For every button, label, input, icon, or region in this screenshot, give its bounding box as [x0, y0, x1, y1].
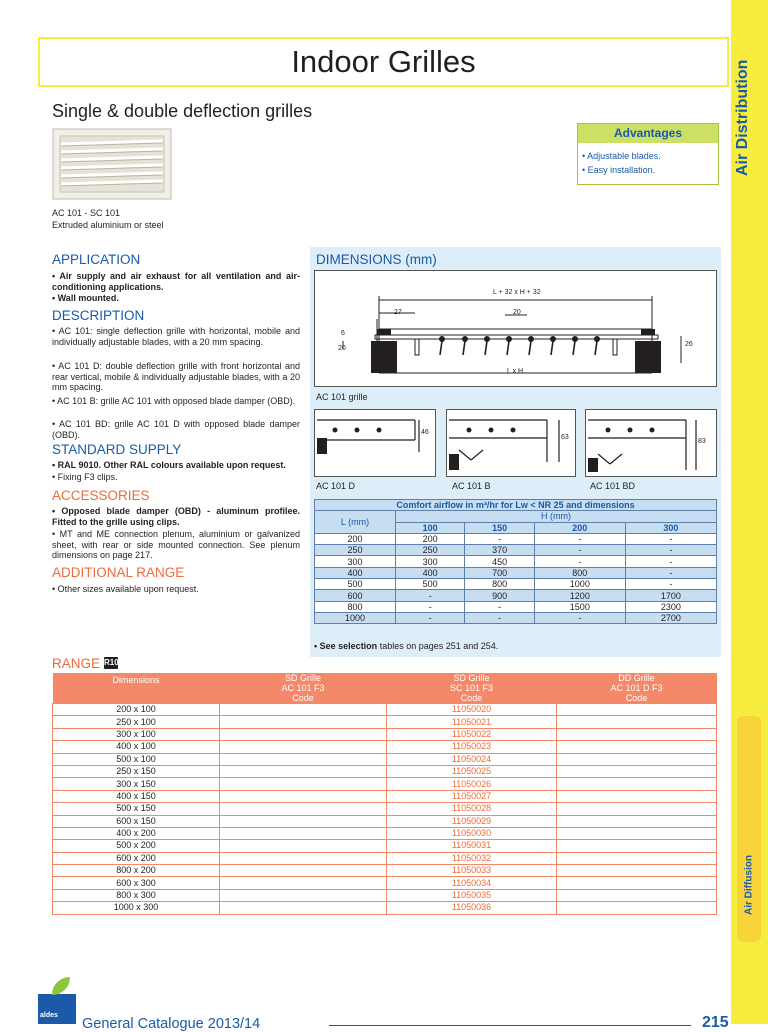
range-code-cell	[557, 877, 717, 889]
airflow-cell: 800	[465, 579, 534, 590]
range-code-cell	[557, 852, 717, 864]
airflow-row	[315, 556, 717, 567]
airflow-h-value: 100	[396, 522, 465, 533]
leaf-icon	[48, 975, 72, 995]
range-dimension-cell: 1000 x 300	[53, 902, 220, 914]
dim-lxh: L x H	[507, 368, 524, 375]
range-code-cell	[557, 815, 717, 827]
range-code-cell	[220, 765, 387, 777]
ac101b-caption: AC 101 B	[452, 481, 491, 491]
airflow-cell: 800	[315, 601, 396, 612]
airflow-cell: 2700	[625, 612, 716, 623]
airflow-table	[314, 499, 717, 624]
advantages-heading: Advantages	[578, 124, 718, 143]
airflow-cell: -	[465, 533, 534, 544]
airflow-row	[315, 601, 717, 612]
additional-range-item: • Other sizes available upon request.	[52, 584, 199, 594]
range-row	[53, 778, 717, 790]
range-dimension-cell: 500 x 100	[53, 753, 220, 765]
range-code-cell	[220, 852, 387, 864]
airflow-cell: 1500	[534, 601, 625, 612]
range-dimension-cell: 400 x 100	[53, 741, 220, 753]
airflow-cell: 300	[396, 556, 465, 567]
range-code-cell: 11050032	[387, 852, 557, 864]
airflow-cell: -	[465, 601, 534, 612]
range-table	[52, 673, 717, 915]
dimensions-heading: DIMENSIONS (mm)	[316, 252, 437, 267]
airflow-row	[315, 567, 717, 578]
ac101b-drawing	[446, 409, 576, 477]
range-header-line: DD Grille	[618, 673, 655, 683]
airflow-cell: 400	[396, 567, 465, 578]
airflow-cell: 2300	[625, 601, 716, 612]
photo-caption-model: AC 101 - SC 101	[52, 208, 121, 218]
range-code-cell	[220, 865, 387, 877]
see-selection-label: • See selection	[314, 641, 378, 651]
range-dimension-cell: 500 x 200	[53, 840, 220, 852]
dim-26: 26	[685, 341, 693, 348]
standard-supply-item: • Fixing F3 clips.	[52, 472, 118, 482]
range-header-line: SD Grille	[453, 673, 490, 683]
range-header-line: SD Grille	[284, 673, 321, 683]
ac101d-drawing	[314, 409, 436, 477]
advantage-item: • Easy installation.	[582, 165, 656, 175]
range-row	[53, 889, 717, 901]
description-heading: DESCRIPTION	[52, 308, 145, 323]
range-header	[557, 673, 717, 704]
range-badge: R10	[104, 658, 119, 667]
range-row	[53, 716, 717, 728]
range-row	[53, 728, 717, 740]
airflow-h-header: H (mm)	[396, 511, 717, 522]
airflow-cell: 500	[315, 579, 396, 590]
range-code-cell	[220, 827, 387, 839]
range-code-cell	[220, 803, 387, 815]
airflow-cell: -	[396, 612, 465, 623]
standard-supply-heading: STANDARD SUPPLY	[52, 442, 182, 457]
range-row	[53, 790, 717, 802]
range-code-cell: 11050022	[387, 728, 557, 740]
airflow-cell: -	[625, 556, 716, 567]
airflow-cell: -	[534, 612, 625, 623]
range-code-cell: 11050035	[387, 889, 557, 901]
range-code-cell	[557, 753, 717, 765]
range-code-cell	[557, 728, 717, 740]
page-title: Indoor Grilles	[291, 44, 476, 79]
ac101-drawing	[314, 270, 717, 387]
range-code-cell: 11050027	[387, 790, 557, 802]
airflow-row	[315, 590, 717, 601]
airflow-cell: -	[625, 533, 716, 544]
range-dimension-cell: 400 x 150	[53, 790, 220, 802]
airflow-cell: 800	[534, 567, 625, 578]
airflow-row	[315, 533, 717, 544]
airflow-cell: -	[625, 545, 716, 556]
range-code-cell	[220, 741, 387, 753]
range-code-cell: 11050021	[387, 716, 557, 728]
range-code-cell: 11050024	[387, 753, 557, 765]
dim-overall: L + 32 x H + 32	[493, 289, 541, 296]
see-selection-note	[314, 641, 498, 651]
airflow-cell: 370	[465, 545, 534, 556]
range-code-cell	[557, 889, 717, 901]
airflow-cell: 200	[396, 533, 465, 544]
range-row	[53, 902, 717, 914]
range-code-cell	[220, 877, 387, 889]
range-code-cell: 11050020	[387, 704, 557, 716]
airflow-cell: 1000	[534, 579, 625, 590]
airflow-cell: 700	[465, 567, 534, 578]
airflow-cell: -	[465, 612, 534, 623]
range-dimension-cell: 250 x 100	[53, 716, 220, 728]
dim-27: 27	[394, 309, 402, 316]
range-header-line: Dimensions	[112, 675, 160, 685]
range-header-line: Code	[460, 693, 483, 703]
range-row	[53, 852, 717, 864]
description-item: • AC 101: single deflection grille with horizontal, mobile and individually adjustable blades, with a 20 mm spacing.	[52, 326, 300, 347]
range-code-cell	[220, 716, 387, 728]
application-heading: APPLICATION	[52, 252, 141, 267]
range-header	[220, 673, 387, 704]
range-code-cell	[220, 889, 387, 901]
range-row	[53, 865, 717, 877]
standard-supply-item: • RAL 9010. Other RAL colours available upon request.	[52, 460, 286, 470]
range-header-line: SC 101 F3	[449, 683, 494, 693]
see-selection-text: tables on pages 251 and 254.	[377, 641, 499, 651]
range-code-cell	[220, 778, 387, 790]
airflow-cell: 500	[396, 579, 465, 590]
dim-6: 6	[341, 330, 345, 337]
range-header-line: Code	[292, 693, 314, 703]
additional-range-heading: ADDITIONAL RANGE	[52, 565, 185, 580]
range-row	[53, 753, 717, 765]
accessories-item-text: • Opposed blade damper (OBD) - aluminum profilee. Fitted to the grille using clips.	[52, 506, 300, 527]
airflow-h-value: 150	[465, 522, 534, 533]
ac101bd-caption: AC 101 BD	[590, 481, 636, 491]
range-code-cell	[220, 902, 387, 914]
range-dimension-cell: 500 x 150	[53, 803, 220, 815]
description-item: • AC 101 BD: grille AC 101 D with opposed blade damper (OBD).	[52, 419, 300, 440]
range-code-cell	[220, 704, 387, 716]
airflow-l-header: L (mm)	[315, 511, 396, 534]
range-code-cell	[557, 803, 717, 815]
advantages-box	[577, 123, 719, 185]
logo-wordmark: aldes	[40, 1012, 58, 1019]
ac101bd-drawing	[585, 409, 717, 477]
airflow-cell: -	[534, 545, 625, 556]
range-header-line: AC 101 F3	[281, 683, 325, 693]
range-code-cell	[557, 741, 717, 753]
range-row	[53, 704, 717, 716]
range-code-cell: 11050025	[387, 765, 557, 777]
range-code-cell	[220, 728, 387, 740]
range-code-cell	[220, 815, 387, 827]
aldes-logo	[38, 994, 76, 1024]
range-code-cell: 11050036	[387, 902, 557, 914]
airflow-rows	[315, 533, 717, 623]
airflow-row	[315, 612, 717, 623]
airflow-cell: -	[534, 556, 625, 567]
airflow-title: Comfort airflow in m³/hr for Lw < NR 25 and dimensions	[315, 500, 717, 511]
range-row	[53, 741, 717, 753]
range-code-cell	[557, 902, 717, 914]
airflow-cell: 450	[465, 556, 534, 567]
range-header-line: Code	[625, 693, 648, 703]
airflow-cell: 400	[315, 567, 396, 578]
dim-46: 46	[421, 429, 429, 436]
range-code-cell: 11050029	[387, 815, 557, 827]
section-label: Air Distribution	[734, 59, 751, 176]
airflow-cell: 1700	[625, 590, 716, 601]
range-dimension-cell: 250 x 150	[53, 765, 220, 777]
section-tab-label: Air Diffusion	[743, 855, 755, 915]
range-code-cell	[557, 765, 717, 777]
accessories-heading: ACCESSORIES	[52, 488, 150, 503]
range-header	[387, 673, 557, 704]
ac101b-section-svg	[447, 410, 575, 476]
photo-caption-material: Extruded aluminium or steel	[52, 220, 164, 230]
range-code-cell: 11050033	[387, 865, 557, 877]
range-row	[53, 827, 717, 839]
range-code-cell	[557, 778, 717, 790]
advantage-item: • Adjustable blades.	[582, 151, 661, 161]
ac101d-caption: AC 101 D	[316, 481, 356, 491]
range-code-cell: 11050034	[387, 877, 557, 889]
dim-20-side: 20	[338, 345, 346, 352]
page-number: 215	[702, 1014, 729, 1031]
range-row	[53, 815, 717, 827]
airflow-row	[315, 579, 717, 590]
accessories-item	[52, 506, 300, 527]
airflow-cell: 600	[315, 590, 396, 601]
dim-83: 83	[698, 438, 706, 445]
range-row	[53, 765, 717, 777]
range-header-line: AC 101 D F3	[610, 683, 663, 693]
range-row	[53, 803, 717, 815]
range-code-cell: 11050026	[387, 778, 557, 790]
dim-63: 63	[561, 434, 569, 441]
airflow-cell: -	[625, 567, 716, 578]
range-code-cell	[557, 704, 717, 716]
page-title-box	[38, 37, 729, 87]
range-code-cell: 11050028	[387, 803, 557, 815]
range-dimension-cell: 400 x 200	[53, 827, 220, 839]
airflow-cell: -	[396, 601, 465, 612]
airflow-cell: 1000	[315, 612, 396, 623]
range-code-cell	[220, 753, 387, 765]
application-item: • Air supply and air exhaust for all ventilation and air-conditioning applications.	[52, 271, 300, 292]
range-heading: RANGE	[52, 656, 101, 671]
airflow-h-value: 300	[625, 522, 716, 533]
range-dimension-cell: 600 x 300	[53, 877, 220, 889]
ac101-caption: AC 101 grille	[316, 392, 368, 402]
range-code-cell	[220, 790, 387, 802]
airflow-cell: -	[625, 579, 716, 590]
ac101d-section-svg	[315, 410, 435, 476]
range-rows	[53, 704, 717, 915]
range-code-cell	[220, 840, 387, 852]
page-subtitle: Single & double deflection grilles	[52, 101, 313, 121]
airflow-h-value: 200	[534, 522, 625, 533]
range-dimension-cell: 300 x 150	[53, 778, 220, 790]
range-row	[53, 840, 717, 852]
airflow-cell: 1200	[534, 590, 625, 601]
airflow-cell: -	[534, 533, 625, 544]
range-dimension-cell: 600 x 150	[53, 815, 220, 827]
airflow-cell: 900	[465, 590, 534, 601]
range-dimension-cell: 200 x 100	[53, 704, 220, 716]
range-dimension-cell: 800 x 200	[53, 865, 220, 877]
footer-rule	[329, 1025, 691, 1026]
range-code-cell	[557, 716, 717, 728]
range-code-cell	[557, 840, 717, 852]
range-row	[53, 877, 717, 889]
airflow-cell: 250	[315, 545, 396, 556]
accessories-item: • MT and ME connection plenum, aluminium or galvanized sheet, with rear or side mounted connection. See plenum dimensions on page 217.	[52, 529, 300, 560]
description-item: • AC 101 B: grille AC 101 with opposed blade damper (OBD).	[52, 396, 296, 406]
airflow-cell: 200	[315, 533, 396, 544]
range-code-cell: 11050031	[387, 840, 557, 852]
range-code-cell	[557, 865, 717, 877]
range-dimension-cell: 800 x 300	[53, 889, 220, 901]
range-dimension-cell: 600 x 200	[53, 852, 220, 864]
range-code-cell	[557, 790, 717, 802]
range-code-cell: 11050030	[387, 827, 557, 839]
airflow-cell: -	[396, 590, 465, 601]
range-code-cell	[557, 827, 717, 839]
range-header	[53, 673, 220, 704]
ac101bd-section-svg	[586, 410, 716, 476]
airflow-row	[315, 545, 717, 556]
airflow-cell: 250	[396, 545, 465, 556]
grille-photo	[52, 128, 172, 200]
range-code-cell: 11050023	[387, 741, 557, 753]
application-item: • Wall mounted.	[52, 293, 119, 303]
range-dimension-cell: 300 x 100	[53, 728, 220, 740]
airflow-cell: 300	[315, 556, 396, 567]
dim-20: 20	[513, 309, 521, 316]
description-item: • AC 101 D: double deflection grille with front horizontal and rear vertical, mobile & individually adjustable blades, with a 20 mm spacing.	[52, 361, 300, 392]
catalogue-title: General Catalogue 2013/14	[82, 1016, 261, 1032]
